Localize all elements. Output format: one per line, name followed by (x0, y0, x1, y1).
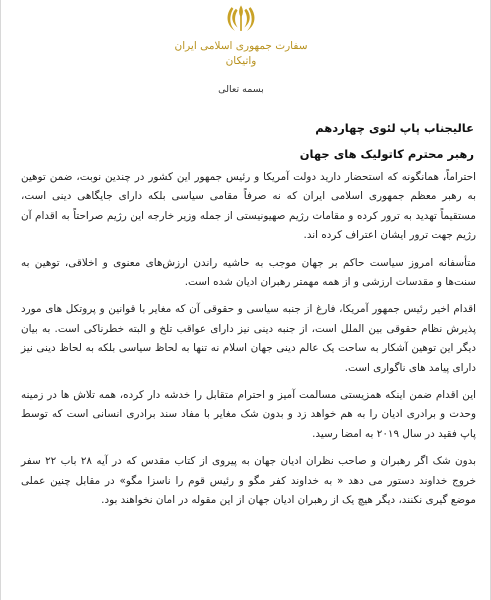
letter-body (21, 168, 476, 511)
recipient-subtitle: رهبر محترم کاتولیک های جهان (299, 147, 474, 161)
paragraph-3: اقدام اخیر رئیس جمهور آمریکا، فارغ از جنبه سیاسی و حقوقی آن که مغایر با قوانین و پروتکل های مورد پذیرش نظام حقوقی بین الملل است، از جنبه دینی نیز دارای عواقب تلخ و البته خطرناکی است. به بیان دیگر این توهین آشکار به ساحت یک عالم دینی جهان اسلام نه تنها به لحاظ سیاسی بلکه به لحاظ دینی نیز دارای پیامد های ناگواری است. (21, 303, 476, 374)
recipient-title: عالیجناب پاپ لئوی چهاردهم (315, 121, 474, 135)
ministry-name: سفارت جمهوری اسلامی ایران (174, 40, 308, 52)
paragraph-4: این اقدام ضمن اینکه همزیستی مسالمت آمیز و احترام متقابل را خدشه دار کرده، همه تلاش ها در زمینه وحدت و برادری ادیان را به هم خواهد زد و بدون شک مغایر با مفاد سند برادری انسانی است که توسط پاپ فقید در سال ۲۰۱۹ به امضا رسید. (21, 389, 476, 440)
letterhead (151, 2, 331, 69)
invocation: بسمه تعالی (218, 84, 264, 95)
paragraph-2: متأسفانه امروز سیاست حاکم بر جهان موجب به حاشیه راندن ارزش‌های معنوی و اخلاقی، توهین به سنت‌ها و مقدسات ارزشی و از همه مهمتر رهبران ادیان شده است. (21, 256, 476, 289)
paragraph-5: بدون شک اگر رهبران و صاحب نظران ادیان جهان به پیروی از کتاب مقدس که در آیه ۲۸ باب ۲۲ سفر خروج خداوند دستور می دهد « به خداوند کفر مگو و رئیس قوم را ناسزا مگو» در مقابل چنین عملی موضع گیری نکنند، دیگر هیچ یک از رهبران ادیان جهان از این مقوله در امان نخواهند بود. (21, 455, 477, 507)
embassy-location: واتیکان (225, 55, 257, 67)
paragraph-1: احتراماً، همانگونه که استحضار دارید دولت آمریکا و رئیس جمهور این کشور در چندین نوبت، ضمن توهین به رهبر معظم جمهوری اسلامی ایران که نه صرفاً مقامی سیاسی بلکه دارای جایگاهی دینی است، مستقیماً تهدید به ترور کرده و مقامات رژیم صهیونیستی از جمله وزیر خارجه این رژیم صراحتاً به اقدام آن رژیم جهت ترور ایشان اعتراف کرده اند. (21, 171, 476, 242)
emblem-icon (224, 2, 258, 36)
